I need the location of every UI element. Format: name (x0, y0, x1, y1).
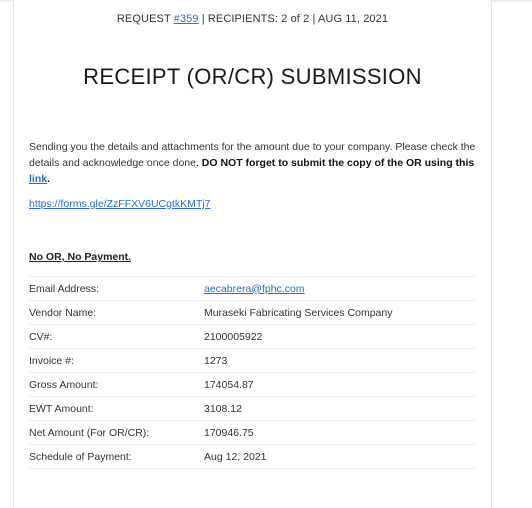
row-value: 3108.12 (204, 402, 242, 415)
row-label: Vendor Name: (29, 306, 97, 319)
table-row (29, 421, 476, 445)
row-value: Muraseki Fabricating Services Company (204, 306, 393, 319)
table-row (29, 373, 476, 397)
row-label: EWT Amount: (29, 402, 94, 415)
table-row (29, 397, 476, 421)
table-row (29, 325, 476, 349)
row-label: Schedule of Payment: (29, 450, 132, 463)
row-label: Email Address: (29, 282, 100, 295)
message-warning: DO NOT forget to submit the copy of the OR using this (201, 157, 475, 169)
row-value: Aug 12, 2021 (204, 450, 267, 463)
table-row (29, 277, 476, 301)
payment-notice: No OR, No Payment. (29, 251, 132, 263)
row-value: 1273 (204, 354, 228, 367)
row-label: Net Amount (For OR/CR): (29, 426, 150, 439)
message-text (29, 139, 479, 187)
row-label: CV#: (29, 330, 53, 343)
table-row (29, 301, 476, 325)
request-prefix: REQUEST (116, 13, 174, 25)
recipients-info: | RECIPIENTS: 2 of 2 | AUG 11, 2021 (198, 13, 389, 25)
row-value: 174054.87 (204, 378, 254, 391)
form-inline-link[interactable]: link (29, 173, 48, 185)
row-value: 170946.75 (204, 426, 254, 439)
request-meta (14, 13, 491, 25)
row-value: 2100005922 (204, 330, 263, 343)
table-row (29, 445, 476, 469)
request-id-link[interactable]: #359 (173, 13, 199, 25)
form-url-link[interactable]: https://forms.gle/ZzFFXV6UCgtkKMTj7 (29, 198, 211, 210)
page-title: RECEIPT (OR/CR) SUBMISSION (83, 64, 422, 89)
message-intro: Sending you the details and attachments for the amount due to your company. Please check the details and acknowledge once done. (29, 141, 476, 169)
table-row (29, 349, 476, 373)
message-period: . (47, 173, 51, 185)
row-label: Invoice #: (29, 354, 74, 367)
email-link[interactable]: aecabrera@fphc.com (204, 282, 305, 295)
details-table (29, 276, 476, 469)
row-label: Gross Amount: (29, 378, 99, 391)
email-body (13, 0, 492, 508)
